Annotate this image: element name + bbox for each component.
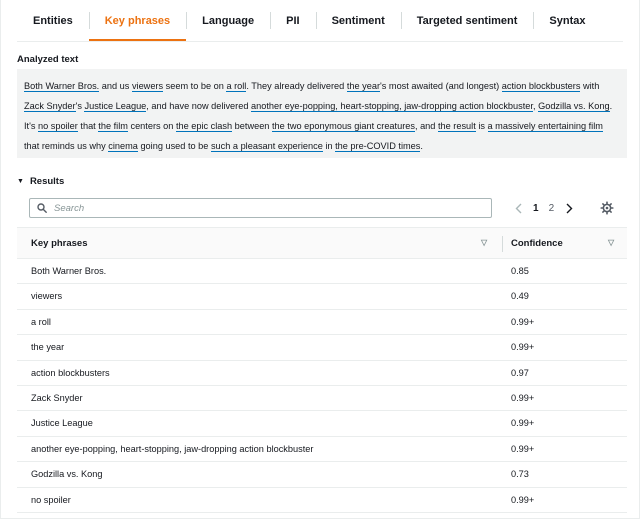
tab-syntax[interactable]: Syntax	[533, 0, 601, 41]
analyzed-text-segment: that	[77, 121, 99, 131]
tab-targeted-sentiment[interactable]: Targeted sentiment	[401, 0, 534, 41]
chevron-left-icon[interactable]	[513, 202, 523, 214]
key-phrase-highlight: a roll	[226, 81, 247, 91]
confidence-cell: 0.99+	[511, 494, 535, 505]
analyzed-text-segment: centers on	[127, 121, 176, 131]
analyzed-text-segment: .	[420, 141, 423, 151]
confidence-cell: 0.73	[511, 469, 529, 480]
key-phrase-cell: a roll	[31, 316, 51, 327]
results-toggle[interactable]	[17, 176, 64, 187]
key-phrase-highlight: Both Warner Bros.	[24, 81, 100, 91]
tab-language[interactable]: Language	[186, 0, 270, 41]
column-divider[interactable]	[502, 236, 503, 252]
confidence-cell: 0.99+	[511, 342, 535, 353]
column-header-confidence[interactable]: Confidence	[511, 238, 563, 249]
caret-down-icon: ▼	[17, 178, 24, 185]
results-heading: Results	[29, 176, 65, 187]
key-phrase-cell: Zack Snyder	[31, 392, 83, 403]
table-header	[17, 227, 627, 259]
pagination	[513, 198, 574, 218]
key-phrase-highlight: the result	[437, 121, 476, 131]
analysis-tabs	[17, 0, 602, 41]
key-phrase-cell: Godzilla vs. Kong	[31, 469, 103, 480]
analyzed-text-segment: with	[580, 81, 600, 91]
table-row	[17, 335, 627, 360]
key-phrase-highlight: Justice League	[84, 101, 147, 111]
table-row	[17, 462, 627, 487]
confidence-cell: 0.49	[511, 291, 529, 302]
key-phrase-highlight: viewers	[131, 81, 164, 91]
search-icon	[37, 203, 47, 213]
search-input[interactable]	[54, 203, 454, 214]
analyzed-text-segment: that reminds us why	[24, 141, 109, 151]
gear-icon[interactable]	[600, 201, 614, 215]
sort-caret-icon[interactable]: ▽	[608, 238, 615, 247]
key-phrase-highlight: the pre-COVID times	[335, 141, 421, 151]
confidence-cell: 0.99+	[511, 443, 535, 454]
table-row	[17, 386, 627, 411]
key-phrase-cell: Both Warner Bros.	[31, 266, 107, 276]
key-phrase-highlight: such a pleasant experience	[210, 141, 323, 151]
key-phrase-cell: action blockbusters	[31, 367, 110, 378]
key-phrase-highlight: the epic clash	[175, 121, 233, 131]
confidence-cell: 0.99+	[511, 392, 535, 403]
key-phrase-highlight: cinema	[108, 141, 138, 151]
table-row	[17, 361, 627, 386]
key-phrase-highlight: no spoiler	[38, 121, 78, 131]
analyzed-text-segment: and us	[99, 81, 132, 91]
key-phrase-cell: viewers	[31, 291, 63, 302]
analyzed-text-segment: . It's	[24, 101, 613, 131]
analyzed-text-segment: is	[475, 121, 488, 131]
analyzed-text-body	[17, 69, 627, 158]
search-field[interactable]	[29, 198, 492, 218]
analyzed-text-segment: between	[232, 121, 272, 131]
table-row	[17, 488, 627, 513]
key-phrase-cell: Justice League	[31, 418, 93, 429]
results-table-body	[17, 259, 627, 513]
column-header-key-phrases[interactable]: Key phrases	[31, 238, 88, 249]
table-row	[17, 259, 627, 284]
analyzed-text-segment: seem to be on	[163, 81, 227, 91]
table-row	[17, 284, 627, 309]
analyzed-text-segment: in	[322, 141, 336, 151]
analyzed-text-segment: 's	[75, 101, 85, 111]
table-row	[17, 437, 627, 462]
tab-pii[interactable]: PII	[270, 0, 315, 41]
tab-entities[interactable]: Entities	[33, 14, 73, 27]
table-row	[17, 310, 627, 335]
page-1-button[interactable]: 1	[533, 202, 539, 214]
key-phrase-highlight: the year	[346, 81, 381, 91]
confidence-cell: 0.99+	[511, 316, 535, 327]
analyzed-text-segment: 's most awaited (and longest)	[380, 81, 502, 91]
key-phrase-highlight: a massively entertaining film	[487, 121, 603, 131]
page-2-button[interactable]: 2	[548, 202, 555, 214]
analyzed-text-segment: going used to be	[137, 141, 211, 151]
analyzed-text-segment: , and	[414, 121, 438, 131]
table-row	[17, 411, 627, 436]
confidence-cell: 0.97	[511, 367, 529, 378]
tab-key-phrases[interactable]: Key phrases	[89, 0, 186, 41]
tab-sentiment[interactable]: Sentiment	[316, 0, 401, 41]
key-phrase-highlight: Zack Snyder	[24, 101, 76, 111]
analyzed-text-segment: ,	[532, 101, 539, 111]
analyzed-text-segment: , and have now delivered	[146, 101, 252, 111]
key-phrase-cell: no spoiler	[31, 494, 71, 505]
key-phrase-highlight: the two eponymous giant creatures	[271, 121, 415, 131]
confidence-cell: 0.99+	[511, 418, 535, 429]
key-phrase-highlight: Godzilla vs. Kong	[538, 101, 610, 111]
key-phrase-highlight: action blockbusters	[501, 81, 581, 91]
analyzed-text-segment: . They already delivered	[246, 81, 347, 91]
analyzed-text-heading: Analyzed text	[17, 54, 79, 65]
key-phrase-highlight: another eye-popping, heart-stopping, jaw-dropping action blockbuster	[251, 101, 533, 111]
sort-caret-icon[interactable]: ▽	[481, 238, 488, 247]
tabs-divider	[17, 41, 623, 42]
confidence-cell: 0.85	[511, 266, 529, 276]
chevron-right-icon[interactable]	[564, 202, 574, 214]
key-phrase-cell: another eye-popping, heart-stopping, jaw-dropping action blockbuster	[31, 443, 314, 454]
key-phrase-cell: the year	[31, 342, 65, 353]
key-phrase-highlight: the film	[98, 121, 128, 131]
